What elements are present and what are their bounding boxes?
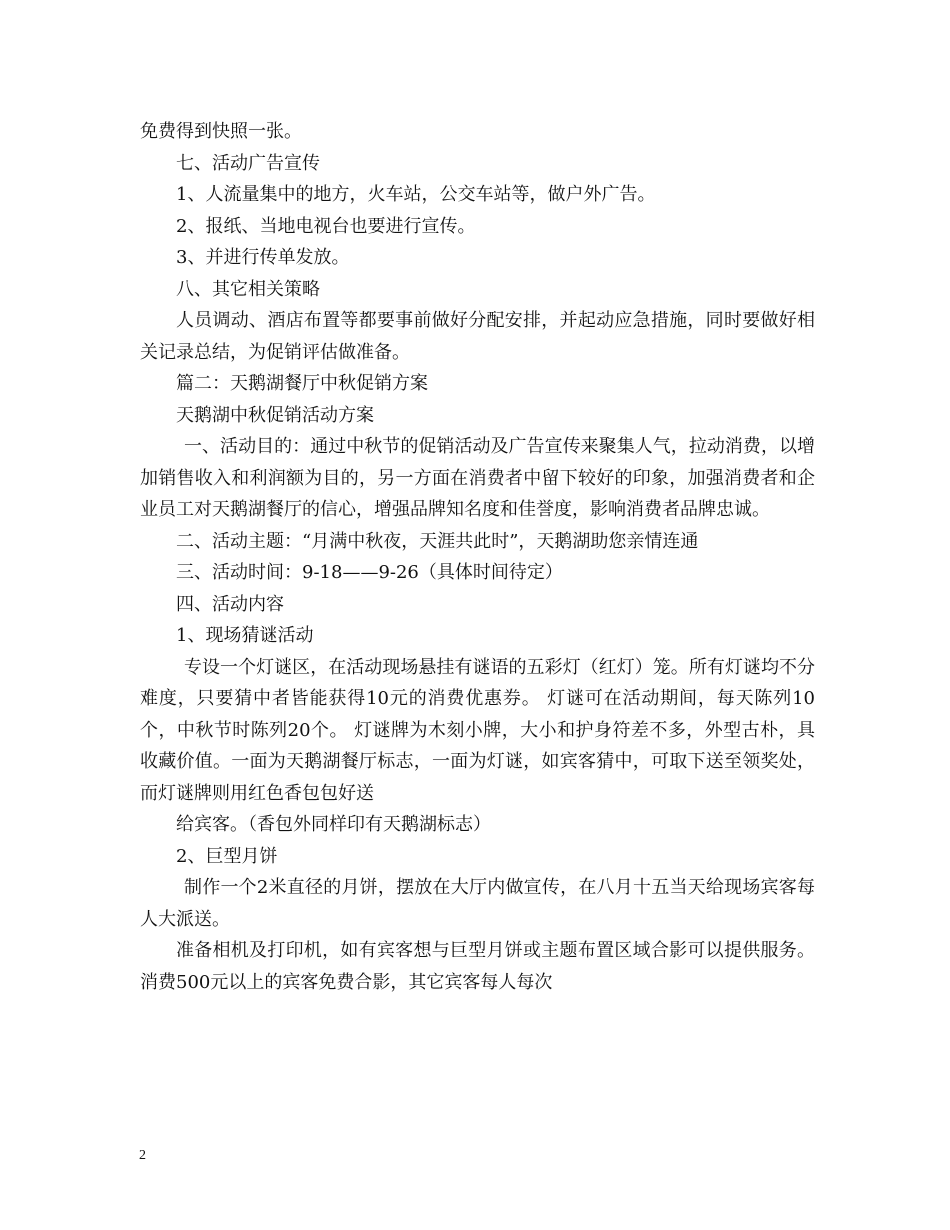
paragraph: 二、活动主题：“月满中秋夜，天涯共此时”，天鹅湖助您亲情连通 (176, 530, 699, 552)
section-heading: 七、活动广告宣传 (176, 152, 320, 174)
document-title: 天鹅湖中秋促销活动方案 (176, 404, 374, 426)
list-item: 1、人流量集中的地方，火车站，公交车站等，做户外广告。 (176, 184, 656, 205)
subsection-heading: 2、巨型月饼 (176, 845, 278, 867)
paragraph: 制作一个2米直径的月饼，摆放在大厅内做宣传，在八月十五当天给现场宾客每人大派送。 (140, 877, 815, 930)
document-body (140, 116, 815, 998)
paragraph: 三、活动时间：9-18——9-26（具体时间待定） (176, 562, 563, 583)
page-number: 2 (139, 1148, 146, 1163)
list-item: 3、并进行传单发放。 (176, 247, 350, 268)
subsection-heading: 1、现场猜谜活动 (176, 625, 314, 646)
paragraph: 人员调动、酒店布置等都要事前做好分配安排，并起动应急措施，同时要做好相关记录总结，为促销评估做准备。 (140, 310, 815, 363)
paragraph: 免费得到快照一张。 (140, 121, 302, 142)
section-heading: 八、其它相关策略 (176, 278, 320, 300)
chapter-title: 篇二：天鹅湖餐厅中秋促销方案 (176, 373, 428, 394)
list-item: 2、报纸、当地电视台也要进行宣传。 (176, 215, 476, 237)
section-heading: 四、活动内容 (176, 593, 284, 615)
paragraph: 准备相机及打印机，如有宾客想与巨型月饼或主题布置区域合影可以提供服务。消费500元以上的宾客免费合影，其它宾客每人每次 (140, 940, 815, 993)
paragraph: 专设一个灯谜区，在活动现场悬挂有谜语的五彩灯（红灯）笼。所有灯谜均不分难度，只要猜中者皆能获得10元的消费优惠券。 灯谜可在活动期间，每天陈列10个，中秋节时陈列20个。 灯谜牌为木刻小牌，大小和护身符差不多，外型古朴，具收藏价值。一面为天鹅湖餐厅标志，一面为灯谜，如宾客猜中，可取下送至领奖处，而灯谜牌则用红色香包包好送 (140, 656, 815, 804)
paragraph: 给宾客。（香包外同样印有天鹅湖标志） (176, 814, 491, 835)
paragraph: 一、活动目的：通过中秋节的促销活动及广告宣传来聚集人气，拉动消费，以增加销售收入和利润额为目的，另一方面在消费者中留下较好的印象，加强消费者和企业员工对天鹅湖餐厅的信心，增强品牌知名度和佳誉度，影响消费者品牌忠诚。 (140, 436, 815, 520)
